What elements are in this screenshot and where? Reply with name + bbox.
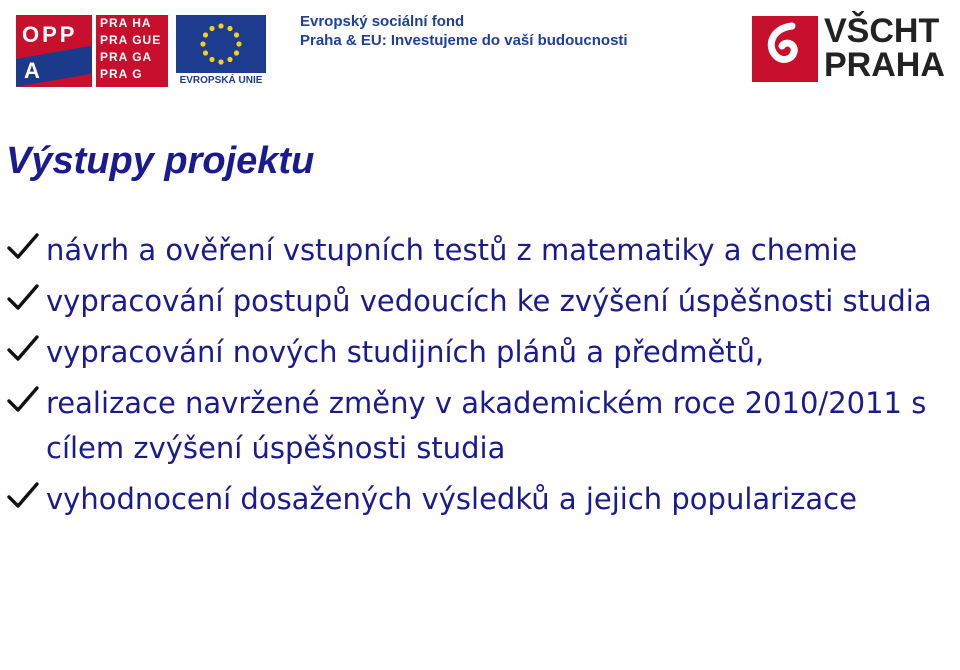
vscht-mark-icon [752, 16, 818, 82]
esf-text [300, 12, 628, 51]
list-item-text: vypracování nových studijních plánů a předmětů, [46, 335, 765, 369]
praha-logo-line: PRA GUE [100, 33, 162, 47]
list-item-text: realizace navržené změny v akademickém roce 2010/2011 s cílem zvýšení úspěšnosti studia [46, 386, 927, 465]
checkmark-icon [6, 479, 40, 513]
checkmark-icon [6, 230, 40, 264]
vscht-logo [752, 14, 958, 86]
list-item-text: vyhodnocení dosažených výsledků a jejich popularizace [46, 482, 857, 516]
bullet-list [0, 228, 960, 522]
list-item [0, 228, 960, 273]
vscht-name-line-2: PRAHA [824, 46, 945, 84]
header [0, 0, 960, 95]
checkmark-icon [6, 281, 40, 315]
list-item [0, 381, 960, 471]
list-item [0, 279, 960, 324]
eu-flag-icon [176, 15, 266, 73]
page-title: Výstupy projektu [6, 140, 315, 182]
praha-logo-line: PRA G [100, 67, 143, 81]
opp-logo-mark [16, 15, 92, 87]
list-item-text: vypracování postupů vedoucích ke zvýšení úspěšnosti studia [46, 284, 932, 318]
opp-logo-letters: OPP [22, 22, 78, 47]
praha-logo-line: PRA GA [100, 50, 153, 64]
opp-logo-sub: A [24, 58, 40, 83]
checkmark-icon [6, 383, 40, 417]
esf-line-2: Praha & EU: Investujeme do vaší budoucnosti [300, 32, 628, 49]
praha-logo-line: PRA HA [100, 16, 152, 30]
vscht-name-line-1: VŠCHT [824, 12, 940, 50]
eu-caption: EVROPSKÁ UNIE [179, 75, 263, 86]
eu-logo [176, 15, 266, 87]
list-item-text: návrh a ověření vstupních testů z matematiky a chemie [46, 233, 858, 267]
praha-logo [96, 15, 168, 87]
esf-line-1: Evropský sociální fond [300, 13, 465, 30]
list-item [0, 330, 960, 375]
list-item [0, 477, 960, 522]
vscht-name [824, 14, 945, 82]
checkmark-icon [6, 332, 40, 366]
opp-logo [16, 15, 168, 87]
